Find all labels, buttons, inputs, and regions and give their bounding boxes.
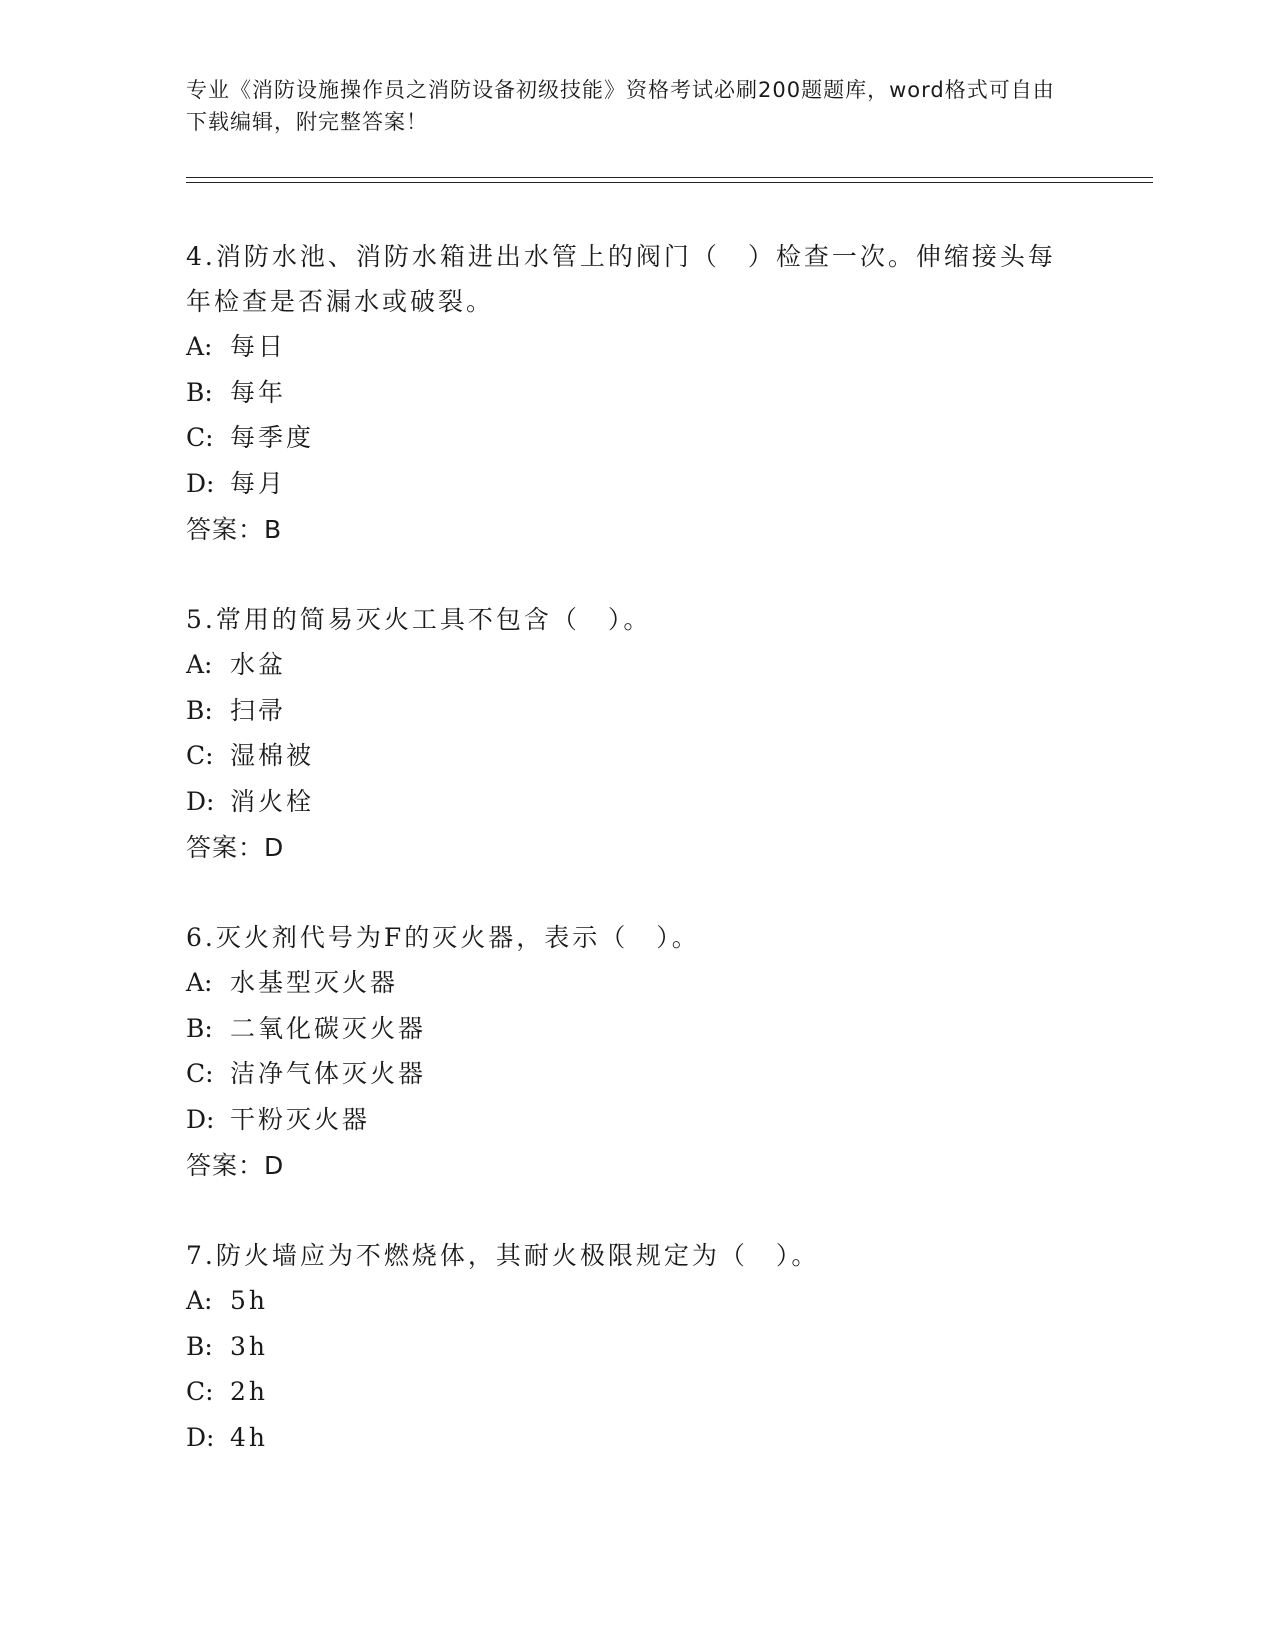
option-key: D: (186, 1104, 215, 1134)
answer-line: 答案：B (186, 515, 283, 544)
option-key: C: (186, 1377, 214, 1406)
header-divider-bottom (186, 182, 1153, 183)
option-text: 扫帚 (230, 695, 287, 725)
question-text: 4.消防水池、消防水箱进出水管上的阀门（ ）检查一次。伸缩接头每年检查是否漏水或破裂。 (186, 242, 1056, 316)
question-7 (186, 1233, 1066, 1460)
question-4 (186, 234, 1066, 553)
option-b (186, 1324, 1066, 1370)
option-key: B: (186, 377, 213, 407)
option-c (186, 415, 1066, 461)
option-b (186, 1006, 1066, 1052)
option-d (186, 779, 1066, 825)
option-c (186, 1369, 1066, 1415)
option-key: B: (186, 1331, 213, 1361)
option-b (186, 688, 1066, 734)
question-5 (186, 597, 1066, 871)
option-text: 3h (230, 1331, 269, 1361)
option-text: 2h (230, 1377, 269, 1406)
option-key: D: (186, 1422, 215, 1452)
option-c (186, 1051, 1066, 1097)
option-text: 每季度 (230, 423, 315, 452)
option-text: 洁净气体灭火器 (230, 1059, 427, 1088)
option-text: 水基型灭火器 (230, 968, 399, 997)
question-text: 7.防火墙应为不燃烧体，其耐火极限规定为（ ）。 (186, 1241, 820, 1270)
option-text: 水盆 (230, 650, 287, 679)
option-key: C: (186, 1059, 214, 1088)
answer-line: 答案：D (186, 1151, 285, 1180)
option-text: 二氧化碳灭火器 (230, 1013, 427, 1043)
option-a (186, 642, 1066, 688)
option-text: 每年 (230, 377, 287, 407)
option-text: 消火栓 (230, 786, 315, 816)
option-text: 4h (230, 1422, 269, 1452)
answer-line: 答案：D (186, 833, 285, 862)
option-key: A: (186, 968, 213, 997)
option-d (186, 1097, 1066, 1143)
option-text: 干粉灭火器 (230, 1104, 371, 1134)
option-key: A: (186, 1286, 213, 1315)
header-divider-top (186, 177, 1153, 178)
question-text: 5.常用的简易灭火工具不包含（ ）。 (186, 605, 652, 634)
question-text: 6.灭火剂代号为F的灭火器，表示（ ）。 (186, 923, 700, 952)
option-a (186, 960, 1066, 1006)
option-text: 每月 (230, 468, 287, 498)
option-key: D: (186, 786, 215, 816)
option-key: B: (186, 1013, 213, 1043)
option-a (186, 324, 1066, 370)
option-key: D: (186, 468, 215, 498)
option-text: 每日 (230, 332, 287, 361)
option-b (186, 370, 1066, 416)
option-key: C: (186, 741, 214, 770)
option-key: C: (186, 423, 214, 452)
option-d (186, 1415, 1066, 1461)
option-a (186, 1278, 1066, 1324)
option-key: A: (186, 332, 213, 361)
document-header: 专业《消防设施操作员之消防设备初级技能》资格考试必刷200题题库，word格式可自由下载编辑，附完整答案！ (186, 78, 1055, 134)
question-6 (186, 915, 1066, 1189)
option-d (186, 461, 1066, 507)
option-text: 湿棉被 (230, 741, 315, 770)
question-list (186, 234, 1066, 1504)
option-c (186, 733, 1066, 779)
option-key: A: (186, 650, 213, 679)
option-text: 5h (230, 1286, 269, 1315)
option-key: B: (186, 695, 213, 725)
